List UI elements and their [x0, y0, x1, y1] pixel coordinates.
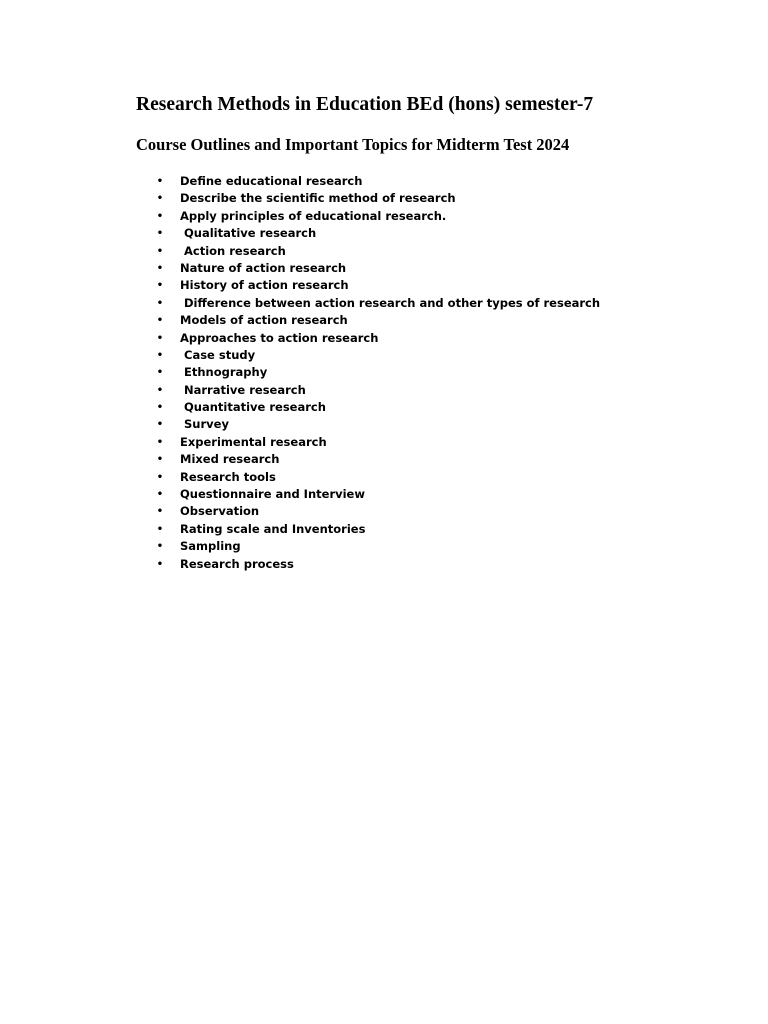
document-title: Research Methods in Education BEd (hons) semester-7	[136, 94, 594, 115]
list-item	[0, 330, 640, 347]
bullet-icon: •	[156, 454, 164, 466]
topic-text: Ethnography	[180, 365, 268, 380]
list-item	[0, 225, 640, 242]
list-item	[0, 190, 640, 207]
document-subtitle: Course Outlines and Important Topics for Midterm Test 2024	[136, 135, 570, 154]
bullet-icon: •	[156, 384, 164, 396]
list-item	[0, 277, 640, 294]
topic-text: Quantitative research	[180, 400, 326, 415]
bullet-icon: •	[156, 245, 164, 257]
bullet-icon: •	[156, 280, 164, 292]
bullet-icon: •	[156, 471, 164, 483]
list-item	[0, 364, 640, 381]
topic-list	[0, 173, 640, 573]
topic-text: Sampling	[180, 539, 241, 554]
topic-text: Observation	[180, 504, 260, 519]
bullet-icon: •	[156, 541, 164, 553]
topic-text: Difference between action research and other types of research	[180, 295, 601, 310]
bullet-icon: •	[156, 558, 164, 570]
bullet-icon: •	[156, 506, 164, 518]
list-item	[0, 243, 640, 260]
bullet-icon: •	[156, 228, 164, 240]
bullet-icon: •	[156, 176, 164, 187]
list-item	[0, 312, 640, 329]
topic-text: Survey	[180, 417, 229, 432]
list-item	[0, 469, 640, 486]
list-item	[0, 486, 640, 503]
topic-text: Apply principles of educational research.	[180, 208, 447, 223]
topic-text: Rating scale and Inventories	[180, 521, 366, 536]
bullet-icon: •	[156, 315, 164, 327]
bullet-icon: •	[156, 523, 164, 535]
bullet-icon: •	[156, 436, 164, 448]
list-item	[0, 382, 640, 399]
list-item	[0, 451, 640, 468]
topic-text: Define educational research	[180, 174, 363, 188]
bullet-icon: •	[156, 193, 164, 205]
bullet-icon: •	[156, 489, 164, 501]
list-item	[0, 434, 640, 451]
bullet-icon: •	[156, 402, 164, 414]
topic-text: Nature of action research	[180, 260, 347, 275]
bullet-icon: •	[156, 332, 164, 344]
topic-text: Research process	[180, 556, 294, 571]
list-item	[0, 538, 640, 555]
list-item	[0, 399, 640, 416]
list-item	[0, 521, 640, 538]
topic-text: Case study	[180, 347, 256, 362]
topic-text: Mixed research	[180, 452, 280, 467]
bullet-icon: •	[156, 349, 164, 361]
topic-text: Approaches to action research	[180, 330, 379, 345]
list-item	[0, 556, 640, 573]
topic-text: Qualitative research	[180, 226, 317, 241]
list-item	[0, 416, 640, 433]
list-item	[0, 260, 640, 277]
bullet-icon: •	[156, 419, 164, 431]
topic-text: Questionnaire and Interview	[180, 487, 365, 502]
list-item	[0, 208, 640, 225]
topic-text: History of action research	[180, 278, 349, 293]
bullet-icon: •	[156, 297, 164, 309]
topic-text: Experimental research	[180, 434, 327, 449]
list-item	[0, 295, 640, 312]
topic-text: Models of action research	[180, 313, 348, 328]
topic-text: Narrative research	[180, 382, 306, 397]
topic-text: Research tools	[180, 469, 276, 484]
list-item	[0, 503, 640, 520]
bullet-icon: •	[156, 367, 164, 379]
topic-text: Action research	[180, 243, 286, 258]
bullet-icon: •	[156, 262, 164, 274]
list-item	[0, 173, 640, 190]
topic-text: Describe the scientific method of research	[180, 191, 456, 206]
list-item	[0, 347, 640, 364]
bullet-icon: •	[156, 210, 164, 222]
